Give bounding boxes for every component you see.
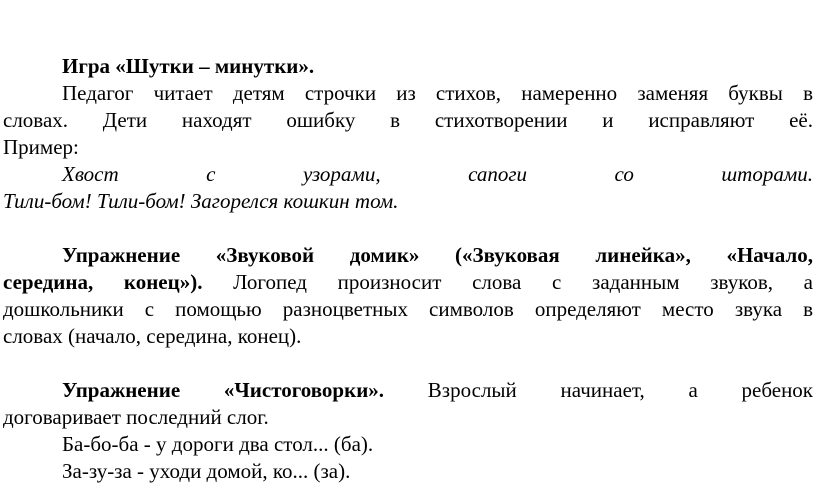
exercise-tongue-twister-line-1 [3,377,813,404]
game-example-line-2: Тили-бом! Тили-бом! Загорелся кошкин том. [3,189,399,213]
paragraph-gap [3,215,813,242]
paragraph-gap [3,350,813,377]
exercise-tongue-twister-title: Упражнение «Чистоговорки». [62,378,385,402]
game-text-line-2: словах. Дети находят ошибку в стихотворении и исправляют её. [3,108,813,132]
tongue-twister-example-2: За-зу-за - уходи домой, ко... (за). [62,459,351,483]
game-text-line-1: Педагог читает детям строчки из стихов, намеренно заменяя буквы в [62,81,813,105]
exercise-sound-house-line-4: словах (начало, середина, конец). [3,324,302,348]
exercise-tongue-twister-line-2: договаривает последний слог. [3,405,269,429]
exercise-sound-house-line-2 [3,269,813,296]
tongue-twister-example-1: Ба-бо-ба - у дороги два стол... (ба). [62,432,374,456]
game-example-line-1: Хвост с узорами, сапоги со шторами. [62,162,813,186]
exercise-sound-house-title: Упражнение «Звуковой домик» («Звуковая линейка», «Начало, [62,243,813,267]
exercise-sound-house-text: Логопед произносит слова с заданным звуков, а [233,270,813,294]
document-page [3,53,813,485]
game-title: Игра «Шутки – минутки». [62,54,315,78]
exercise-sound-house-line-3: дошкольники с помощью разноцветных символов определяют место звука в [3,297,813,321]
exercise-sound-house-title-end: середина, конец»). [3,270,203,294]
game-text-line-3: Пример: [3,135,79,159]
exercise-tongue-twister-text: Взрослый начинает, а ребенок [427,378,814,402]
